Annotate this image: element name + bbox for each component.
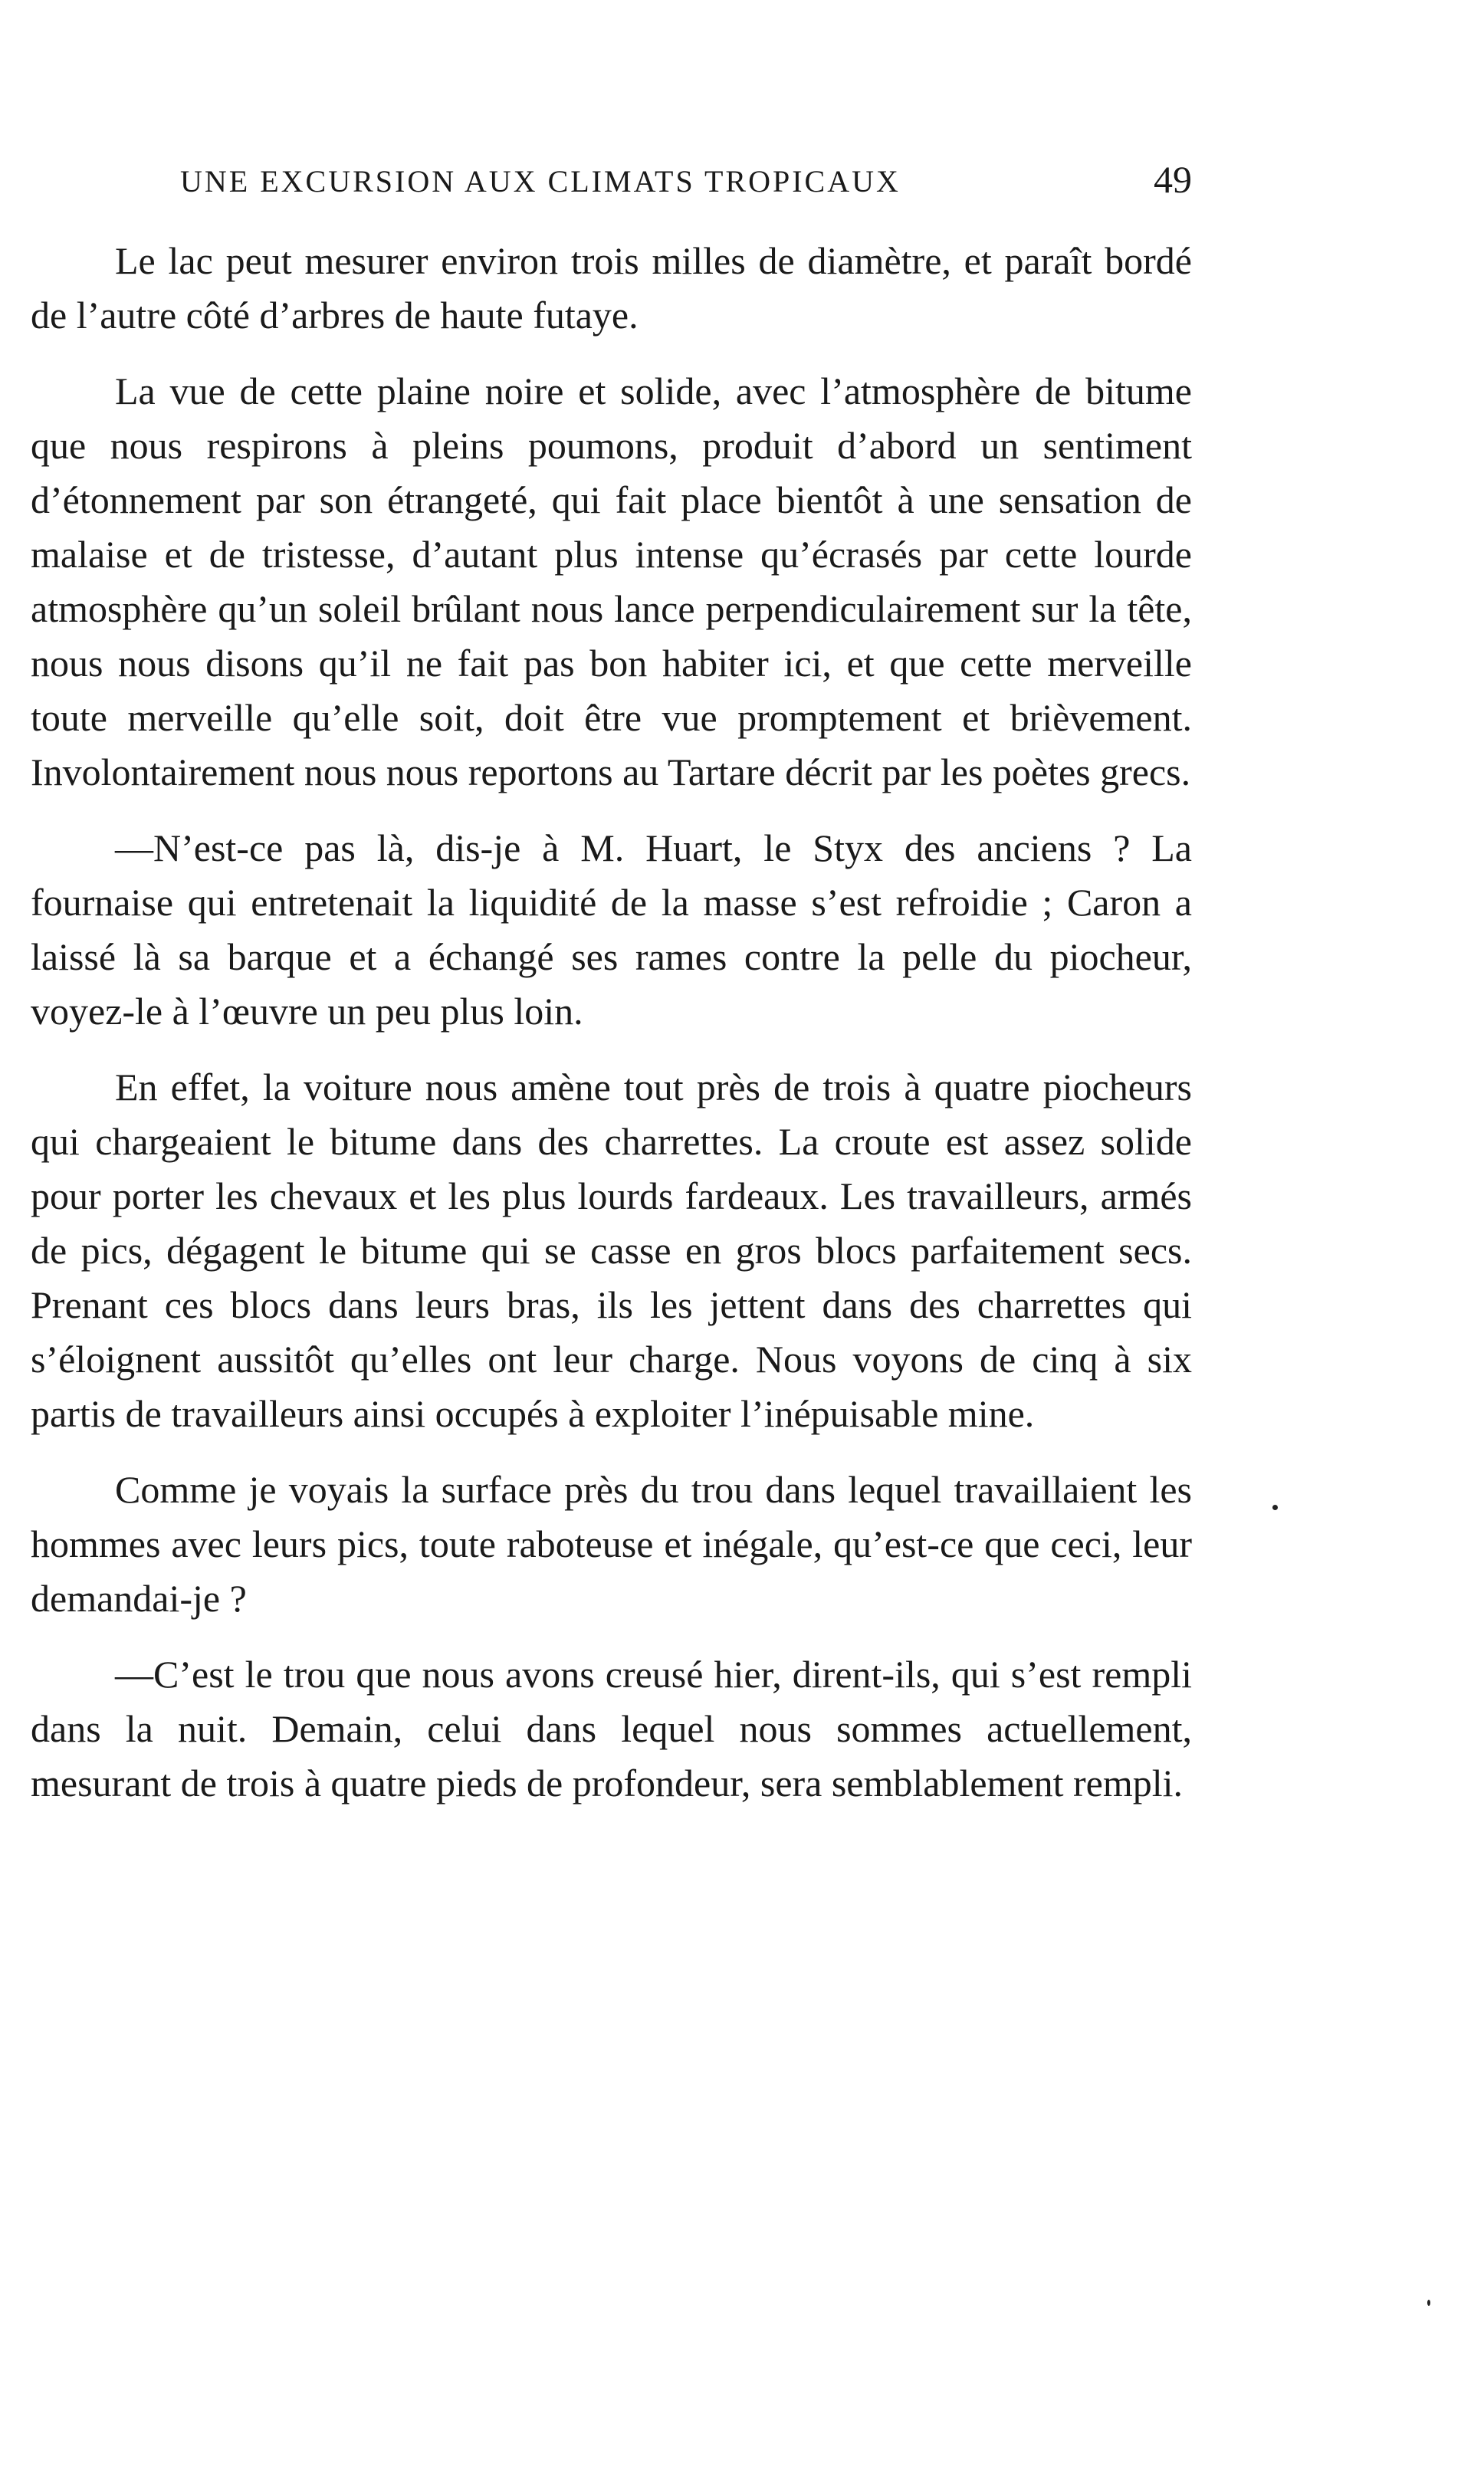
body-text — [31, 234, 1192, 1832]
page-header — [180, 157, 1192, 203]
paragraph: —N’est-ce pas là, dis-je à M. Huart, le Styx des anciens ? La fournaise qui entretenait la liquidité de la masse s’est refroidie ; Caron a laissé là sa barque et a échangé ses rames contre la pelle du piocheur, voyez-le à l’œuvre un peu plus loin. — [31, 826, 1192, 1033]
paragraph: En effet, la voiture nous amène tout près de trois à quatre piocheurs qui chargeaient le bitume dans des charrettes. La croute est assez solide pour porter les chevaux et les plus lourds fardeaux. Les travailleurs, armés de pics, dégagent le bitume qui se casse en gros blocs parfaitement secs. Prenant ces blocs dans leurs bras, ils les jettent dans des charrettes qui s’éloignent aussitôt qu’elles ont leur charge. Nous voyons de cinq à six partis de travailleurs ainsi occupés à exploiter l’inépuisable mine. — [31, 1066, 1192, 1435]
scan-speck — [1272, 1505, 1278, 1510]
paragraph: Le lac peut mesurer environ trois milles de diamètre, et paraît bordé de l’autre côté d’arbres de haute futaye. — [31, 239, 1192, 337]
paragraph: —C’est le trou que nous avons creusé hier, dirent-ils, qui s’est rempli dans la nuit. Demain, celui dans lequel nous sommes actuellement, mesurant de trois à quatre pieds de profondeur, sera semblablement rempli. — [31, 1653, 1192, 1805]
paragraph: Comme je voyais la surface près du trou dans lequel travaillaient les hommes avec leurs pics, toute raboteuse et inégale, qu’est-ce que ceci, leur demandai-je ? — [31, 1468, 1192, 1620]
running-title: UNE EXCURSION AUX CLIMATS TROPICAUX — [180, 164, 901, 199]
page-number: 49 — [1154, 158, 1192, 201]
paragraph: La vue de cette plaine noire et solide, avec l’atmosphère de bitume que nous respirons à pleins poumons, produit d’abord un sentiment d’étonnement par son étrangeté, qui fait place bientôt à une sensation de malaise et de tristesse, d’autant plus intense qu’écrasés par cette lourde atmosphère qu’un soleil brûlant nous lance perpendiculairement sur la tête, nous nous disons qu’il ne fait pas bon habiter ici, et que cette merveille toute merveille qu’elle soit, doit être vue promptement et brièvement. Involontairement nous nous reportons au Tartare décrit par les poètes grecs. — [31, 369, 1192, 793]
scan-speck — [1427, 2300, 1430, 2306]
